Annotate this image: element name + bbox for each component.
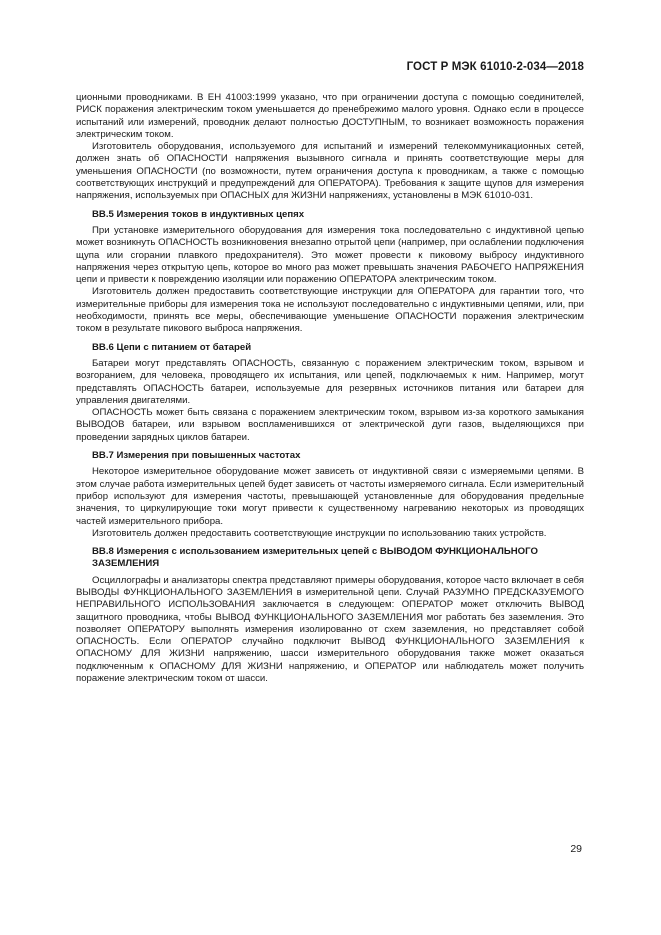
document-header: ГОСТ Р МЭК 61010-2-034—2018 bbox=[406, 61, 584, 73]
document-body bbox=[76, 92, 584, 685]
section-paragraph: Изготовитель должен предоставить соответствующие инструкции по использованию таких устройств. bbox=[92, 527, 547, 539]
section-heading-bb5: ВВ.5 Измерения токов в индуктивных цепях bbox=[92, 208, 305, 220]
section-paragraph: Батареи могут представлять ОПАСНОСТЬ, связанную с поражением электрическим током, взрывом и возгоранием, для человека, проводящего их испытания, или цепей, подключаемых к ним. Например, могут представлять ОПАСНОСТЬ батареи, используемые для резервных источников питания или батареи для управления двигателями. bbox=[76, 357, 584, 406]
section-paragraph: При установке измерительного оборудования для измерения тока последовательно с индуктивной цепью может возникнуть ОПАСНОСТЬ возникновения внезапно отрытой цепи (например, при ослаблении подключения щупа или сгорании плавкого предохранителя). Это может провести к пиковому выбросу индуктивного напряжения через открытую цепь, которое во много раз может превышать значения РАБОЧЕГО НАПРЯЖЕНИЯ цепи и привести к повреждению изоляции или поражению ОПЕРАТОРА электрическим током. bbox=[76, 224, 584, 286]
section-heading-bb8: ВВ.8 Измерения с использованием измерительных цепей с ВЫВОДОМ ФУНКЦИОНАЛЬНОГО ЗАЗЕМЛЕНИЯ bbox=[92, 546, 538, 570]
section-paragraph: Изготовитель должен предоставить соответствующие инструкции для ОПЕРАТОРА для гарантии того, что измерительные приборы для измерения тока не используют последовательно с индуктивными цепями, или, при необходимости, принять все меры, обеспечивающие уменьшение ОПАСНОСТИ поражения электрическим током в результате пикового выброса напряжения. bbox=[76, 286, 584, 335]
section-paragraph: ОПАСНОСТЬ может быть связана с поражением электрическим током, взрывом из-за короткого замыкания ВЫВОДОВ батареи, или взрывом воспламенившихся от электрической дуги газов, выделяющихся при проведении зарядных циклов батареи. bbox=[76, 407, 584, 443]
section-heading-bb7: ВВ.7 Измерения при повышенных частотах bbox=[92, 450, 301, 462]
intro-paragraph: Изготовитель оборудования, используемого для испытаний и измерений телекоммуникационных сетей, должен знать об ОПАСНОСТИ напряжения вызывного сигнала и принять соответствующие меры для уменьшения ОПАСНОСТИ (по возможности, путем ограничения доступа к проводникам, а также с помощью соответствующих инструкций и предупреждений для ОПЕРАТОРА). Требования к защите щупов для измерения напряжения, используемых при ОПАСНЫХ для ЖИЗНИ напряжениях, установлены в МЭК 61010-031. bbox=[76, 141, 584, 202]
section-heading-bb6: ВВ.6 Цепи с питанием от батарей bbox=[92, 341, 252, 353]
page-number: 29 bbox=[570, 843, 582, 855]
intro-paragraph: ционными проводниками. В ЕН 41003:1999 указано, что при ограничении доступа с помощью соединителей, РИСК поражения электрическим током уменьшается до пренебрежимо малого уровня. Однако если в процессе испытаний или измерений, проводник делают полностью ДОСТУПНЫМ, то возникает возможность поражения электрическим током. bbox=[76, 92, 584, 140]
section-paragraph: Осциллографы и анализаторы спектра представляют примеры оборудования, которое часто включает в себя ВЫВОДЫ ФУНКЦИОНАЛЬНОГО ЗАЗЕМЛЕНИЯ в измерительной цепи. Случай РАЗУМНО ПРЕДСКАЗУЕМОГО НЕПРАВИЛЬНОГО ИСПОЛЬЗОВАНИЯ заключается в следующем: ОПЕРАТОР может отключить ВЫВОД защитного проводника, чтобы ВЫВОД ФУНКЦИОНАЛЬНОГО ЗАЗЕМЛЕНИЯ мог работать без заземления. Это позволяет ОПЕРАТОРУ выполнять измерения изолированно от схем заземления, но представляет собой ОПАСНОСТЬ. Если ОПЕРАТОР случайно подключит ВЫВОД ФУНКЦИОНАЛЬНОГО ЗАЗЕМЛЕНИЯ к ОПАСНОМУ ДЛЯ ЖИЗНИ напряжению, шасси измерительного оборудования также может оказаться подключенным к ОПАСНОМУ ДЛЯ ЖИЗНИ напряжению, и ОПЕРАТОР или наблюдатель может получить поражение электрическим током от шасси. bbox=[76, 574, 584, 685]
section-paragraph: Некоторое измерительное оборудование может зависеть от индуктивной связи с измеряемыми цепями. В этом случае работа измерительных цепей будет зависеть от частоты измеряемого сигнала. Если измерительный прибор используют для измерения частоты, превышающей установленные для оборудования предельные значения, то циркулирующие токи могут привести к существенному нагреванию некоторых из проводящих частей измерительного прибора. bbox=[76, 466, 584, 527]
